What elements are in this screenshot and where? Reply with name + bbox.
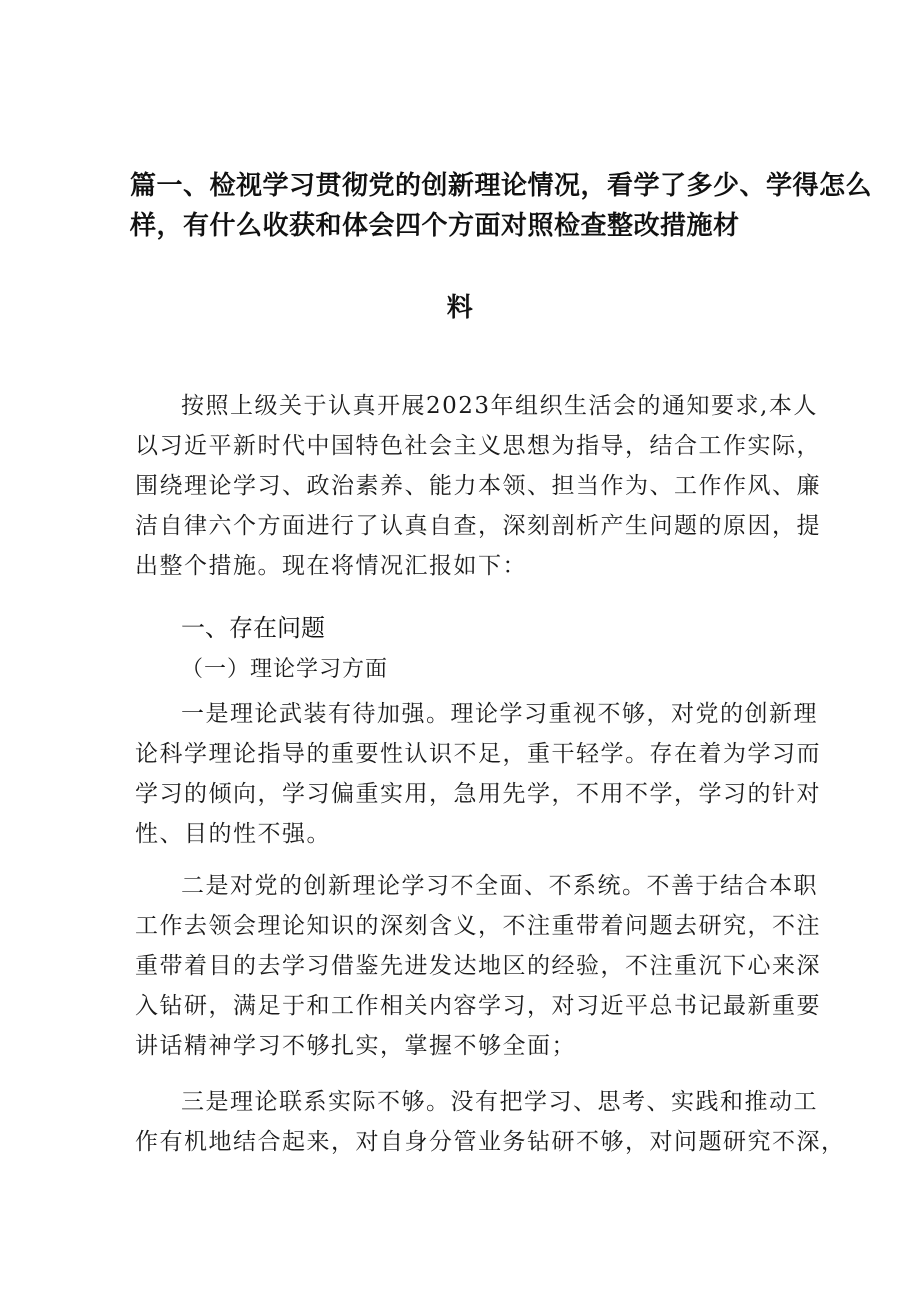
paragraph-line: 学习的倾向，学习偏重实用，急用先学，不用不学，学习的针对 [135,781,821,807]
document-title-line-1: 篇一、检视学习贯彻党的创新理论情况，看学了多少、学得怎么 [130,171,873,201]
intro-line: 以习近平新时代中国特色社会主义思想为指导，结合工作实际， [135,433,821,459]
document-title-line-2: 样，有什么收获和体会四个方面对照检查整改措施材 [130,211,740,241]
intro-line: 按照上级关于认真开展2023年组织生活会的通知要求,本人 [181,393,818,419]
paragraph-line: 讲话精神学习不够扎实，掌握不够全面； [135,1033,576,1059]
paragraph-line: 一是理论武装有待加强。理论学习重视不够，对党的创新理 [181,701,818,727]
paragraph-line: 工作去领会理论知识的深刻含义，不注重带着问题去研究，不注 [135,913,821,939]
paragraph-line: 性、目的性不强。 [135,821,331,847]
intro-paragraph [135,386,821,586]
paragraph-3 [135,1082,846,1162]
intro-line: 出整个措施。现在将情况汇报如下： [135,553,527,579]
paragraph-line: 三是理论联系实际不够。没有把学习、思考、实践和推动工 [181,1089,818,1115]
paragraph-2 [135,866,821,1066]
paragraph-1 [135,694,821,854]
document-title-line-3: 料 [446,293,474,323]
paragraph-line: 二是对党的创新理论学习不全面、不系统。不善于结合本职 [181,873,818,899]
intro-line: 洁自律六个方面进行了认真自查，深刻剖析产生问题的原因，提 [135,513,821,539]
paragraph-line: 重带着目的去学习借鉴先进发达地区的经验，不注重沉下心来深 [135,953,821,979]
intro-line: 围绕理论学习、政治素养、能力本领、担当作为、工作作风、廉 [135,473,821,499]
paragraph-line: 作有机地结合起来，对自身分管业务钻研不够，对问题研究不深， [135,1129,846,1155]
paragraph-line: 入钻研，满足于和工作相关内容学习，对习近平总书记最新重要 [135,993,821,1019]
subsection-heading: （一）理论学习方面 [181,657,389,682]
paragraph-line: 论科学理论指导的重要性认识不足，重干轻学。存在着为学习而 [135,741,821,767]
section-heading: 一、存在问题 [181,614,325,642]
